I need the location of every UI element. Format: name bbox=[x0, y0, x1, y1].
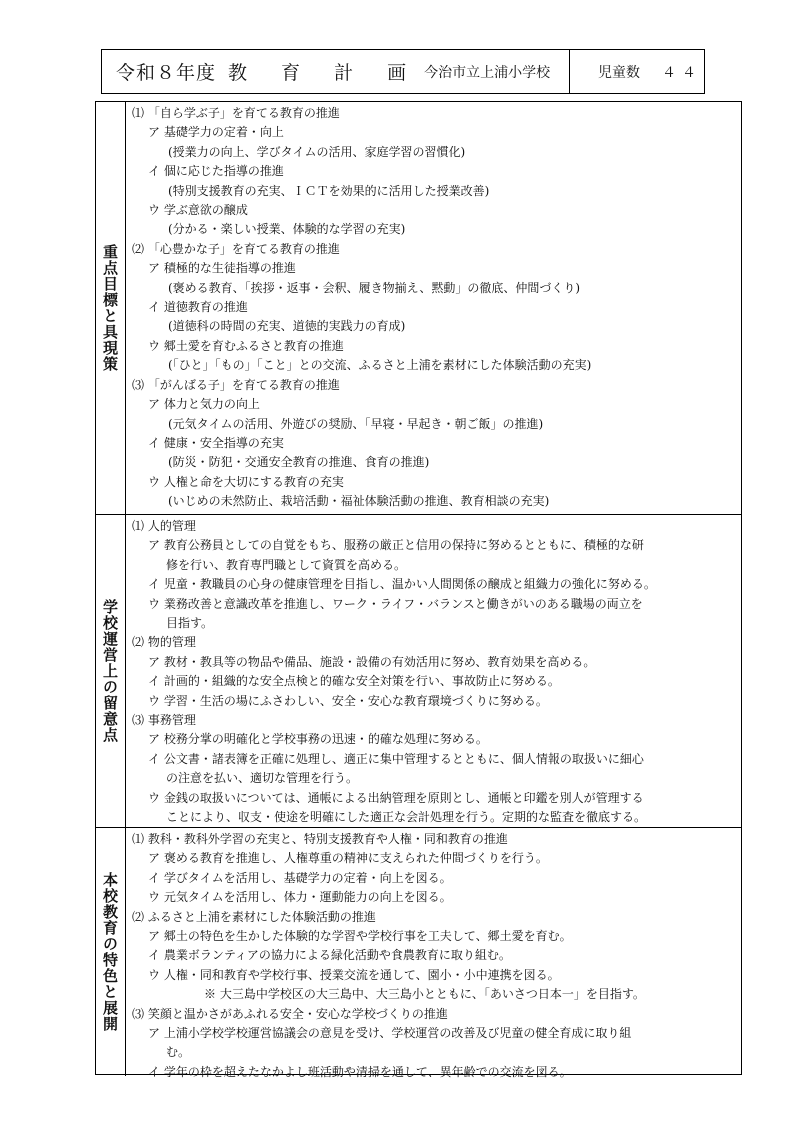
plan-line: む。 bbox=[166, 1045, 191, 1060]
plan-line: ウ 元気タイムを活用し、体力・運動能力の向上を図る。 bbox=[148, 890, 452, 905]
student-count-label: 児童数 bbox=[598, 64, 640, 81]
plan-line: ウ 業務改善と意識改革を推進し、ワーク・ライフ・バランスと働きがいのある職場の両立を bbox=[148, 596, 643, 611]
plan-line: ⑵ 「心豊かな子」を育てる教育の推進 bbox=[132, 241, 340, 256]
plan-line: ウ 人権・同和教育や学校行事、授業交流を通して、園小・小中連携を図る。 bbox=[148, 967, 560, 982]
plan-line: (道徳科の時間の充実、道徳的実践力の育成) bbox=[168, 319, 406, 334]
plan-line: ア 褒める教育を推進し、人権尊重の精神に支えられた仲間づくりを行う。 bbox=[148, 851, 548, 866]
plan-line: イ 公文書・諸表簿を正確に処理し、適正に集中管理するとともに、個人情報の取扱いに細心 bbox=[148, 751, 644, 766]
plan-line: ⑶ 事務管理 bbox=[132, 713, 196, 728]
plan-line: ことにより、収支・使途を明確にした適正な会計処理を行う。定期的な監査を徹底する。 bbox=[166, 810, 647, 825]
plan-title: 教 育 計 画 bbox=[228, 62, 421, 84]
section-content bbox=[132, 517, 735, 828]
student-count-value: ４４ bbox=[662, 64, 702, 81]
plan-line: イ 農業ボランティアの協力による緑化活動や食農教育に取り組む。 bbox=[148, 948, 511, 963]
plan-line: イ 個に応じた指導の推進 bbox=[148, 164, 284, 179]
section-content bbox=[132, 104, 735, 512]
plan-line: (いじめの未然防止、栽培活動・福祉体験活動の推進、教育相談の充実) bbox=[168, 494, 550, 509]
plan-line: の注意を払い、適切な管理を行う。 bbox=[166, 771, 359, 786]
plan-line: (授業力の向上、学びタイムの活用、家庭学習の習慣化) bbox=[168, 144, 466, 159]
plan-line: イ 計画的・組織的な安全点検と的確な安全対策を行い、事故防止に努める。 bbox=[148, 674, 560, 689]
plan-line: ⑴ 「自ら学ぶ子」を育てる教育の推進 bbox=[132, 106, 340, 120]
school-name: 今治市立上浦小学校 bbox=[424, 64, 551, 81]
plan-line: (特別支援教育の充実、ＩＣＴを効果的に活用した授業改善) bbox=[168, 183, 490, 198]
section-management-notes bbox=[96, 515, 741, 828]
section-focus-goals bbox=[96, 102, 741, 515]
section-content bbox=[132, 830, 735, 1082]
plan-line: 修を行い、教育専門職として資質を高める。 bbox=[166, 557, 407, 572]
plan-header bbox=[101, 49, 705, 94]
plan-line: ア 基礎学力の定着・向上 bbox=[148, 125, 284, 140]
plan-line: ア 校務分掌の明確化と学校事務の迅速・的確な処理に努める。 bbox=[148, 732, 488, 747]
plan-line: ウ 学ぶ意欲の醸成 bbox=[148, 203, 248, 218]
student-count-cell bbox=[570, 62, 704, 82]
header-title-cell bbox=[102, 50, 570, 93]
plan-line: (防災・防犯・交通安全教育の推進、食育の推進) bbox=[168, 455, 430, 470]
plan-line: イ 道徳教育の推進 bbox=[148, 300, 248, 315]
section-label-cell bbox=[96, 102, 126, 514]
plan-line: ウ 金銭の取扱いについては、通帳による出納管理を原則とし、通帳と印鑑を別人が管理する bbox=[148, 790, 644, 805]
section-label: 学校運営上の留意点 bbox=[101, 599, 119, 743]
plan-line: (「ひと」「もの」「こと」との交流、ふるさと上浦を素材にした体験活動の充実) bbox=[168, 358, 592, 373]
plan-line: 目指す。 bbox=[166, 616, 214, 631]
plan-line: ウ 学習・生活の場にふさわしい、安全・安心な教育環境づくりに努める。 bbox=[148, 693, 548, 708]
section-label: 本校教育の特色と展開 bbox=[101, 872, 119, 1032]
section-label: 重点目標と具現策 bbox=[101, 244, 119, 372]
plan-line: ア 上浦小学校学校運営協議会の意見を受け、学校運営の改善及び児童の健全育成に取り組 bbox=[148, 1026, 632, 1041]
section-school-features bbox=[96, 828, 741, 1079]
plan-line: ア 積極的な生徒指導の推進 bbox=[148, 261, 296, 276]
plan-line: (褒める教育、「挨拶・返事・会釈、履き物揃え、黙動」の徹底、仲間づくり) bbox=[168, 280, 581, 295]
plan-line: イ 学年の枠を超えたなかよし班活動や清掃を通して、異年齢での交流を図る。 bbox=[148, 1064, 572, 1079]
plan-line: イ 健康・安全指導の充実 bbox=[148, 435, 284, 450]
plan-line: ア 体力と気力の向上 bbox=[148, 397, 260, 412]
plan-line: ア 郷土の特色を生かした体験的な学習や学校行事を工夫して、郷土愛を育む。 bbox=[148, 929, 572, 944]
plan-line: ⑴ 人的管理 bbox=[132, 519, 196, 533]
plan-line: ⑶ 笑顔と温かさがあふれる安全・安心な学校づくりの推進 bbox=[132, 1006, 448, 1021]
section-label-cell bbox=[96, 515, 126, 827]
plan-line: (元気タイムの活用、外遊びの奨励、「早寝・早起き・朝ご飯」の推進) bbox=[168, 416, 544, 431]
plan-line: イ 学びタイムを活用し、基礎学力の定着・向上を図る。 bbox=[148, 870, 452, 885]
plan-line: イ 児童・教職員の心身の健康管理を目指し、温かい人間関係の醸成と組織力の強化に努める。 bbox=[148, 577, 656, 592]
plan-line: ⑴ 教科・教科外学習の充実と、特別支援教育や人権・同和教育の推進 bbox=[132, 832, 508, 846]
plan-table bbox=[95, 101, 742, 1079]
plan-line: ア 教材・教具等の物品や備品、施設・設備の有効活用に努め、教育効果を高める。 bbox=[148, 654, 596, 669]
section-label-cell bbox=[96, 828, 126, 1076]
plan-line: ⑵ ふるさと上浦を素材にした体験活動の推進 bbox=[132, 909, 376, 924]
plan-line: ウ 郷土愛を育むふるさと教育の推進 bbox=[148, 338, 344, 353]
plan-line: ⑶ 「がんばる子」を育てる教育の推進 bbox=[132, 377, 340, 392]
year-label: 令和８年度 bbox=[116, 62, 217, 84]
plan-line: ⑵ 物的管理 bbox=[132, 635, 196, 650]
plan-line: ※ 大三島中学校区の大三島中、大三島小とともに、「あいさつ日本一」を目指す。 bbox=[204, 987, 645, 1002]
plan-line: ウ 人権と命を大切にする教育の充実 bbox=[148, 474, 344, 489]
plan-line: (分かる・楽しい授業、体験的な学習の充実) bbox=[168, 222, 406, 237]
plan-line: ア 教育公務員としての自覚をもち、服務の厳正と信用の保持に努めるとともに、積極的な研 bbox=[148, 538, 644, 553]
